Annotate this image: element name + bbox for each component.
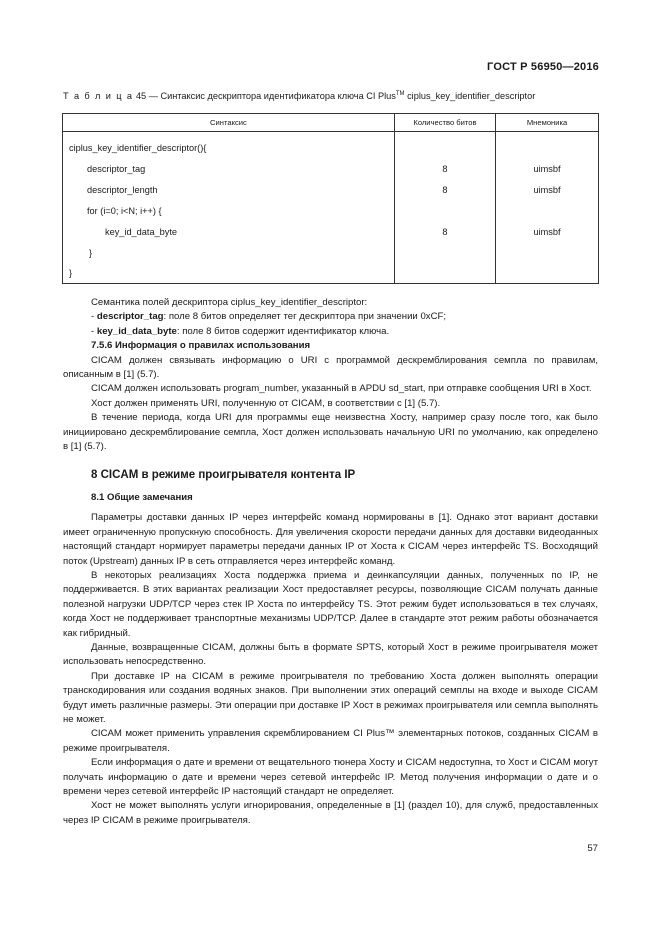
bits-cell <box>394 263 495 284</box>
mnemonic-cell: uimsbf <box>496 179 599 200</box>
section-heading-7-5-6: 7.5.6 Информация о правилах использования <box>91 340 311 352</box>
table-row <box>63 221 599 242</box>
table-caption-text: — Синтаксис дескриптора идентификатора ключа CI Plus <box>146 91 396 101</box>
paragraph: В течение периода, когда URI для программы еще неизвестна Хосту, например сразу после того, как было инициировано дескремблирование семпла, Хост должен использовать начальную URI по умолчанию, как определено в [1] (5.7). <box>63 412 598 453</box>
mnemonic-cell <box>496 132 599 159</box>
table-row <box>63 242 599 263</box>
paragraph: В некоторых реализациях Хоста поддержка приема и деинкапсуляции данных, полученных по IP, не поддерживается. В этих вариантах реализации Хост предоставляет ресурсы, позволяющие CICAM получать данные полезной нагрузки UDP/TCP через стек IP Хоста по интерфейсу TS. Этот режим будет использоваться в тех случаях, когда Хост не поддерживает транспортные механизмы UDP/TCP. Далее в стандарте этот режим работы обозначается как гибридный. <box>63 569 598 639</box>
field-term: key_id_data_byte <box>96 325 177 337</box>
table-row <box>63 263 599 284</box>
bits-cell: 8 <box>394 179 495 200</box>
syntax-cell: descriptor_tag <box>63 158 395 179</box>
bits-cell <box>394 132 495 159</box>
bits-cell <box>394 200 495 221</box>
table-row <box>63 132 599 159</box>
paragraph: Данные, возвращенные CICAM, должны быть в формате SPTS, который Хост в режиме проигрывателя может использовать непосредственно. <box>63 641 598 668</box>
syntax-cell: } <box>63 263 395 284</box>
semantics-item <box>63 310 598 324</box>
page-number: 57 <box>587 843 598 854</box>
table-caption-prefix: Т а б л и ц а <box>63 91 134 101</box>
paragraph: CICAM должен связывать информацию о URI с программой дескремблирования семпла по правилам, описанным в [1] (5.7). <box>63 354 598 381</box>
document-body <box>63 296 598 828</box>
table-caption <box>63 91 603 101</box>
item-dash: - <box>91 311 97 323</box>
bits-cell: 8 <box>394 221 495 242</box>
bits-cell <box>394 242 495 263</box>
section-heading-8: 8 CICAM в режиме проигрывателя контента IP <box>91 469 356 482</box>
section-heading-8-1: 8.1 Общие замечания <box>91 491 193 503</box>
syntax-cell: for (i=0; i<N; i++) { <box>63 200 395 221</box>
column-header-syntax: Синтаксис <box>63 114 395 132</box>
column-header-bits: Количество битов <box>394 114 495 132</box>
paragraph: Хост должен применять URI, полученную от CICAM, в соответствии с [1] (5.7). <box>91 397 441 409</box>
mnemonic-cell <box>496 200 599 221</box>
mnemonic-cell <box>496 263 599 284</box>
syntax-cell: ciplus_key_identifier_descriptor(){ <box>63 132 395 159</box>
field-term: descriptor_tag <box>96 311 164 323</box>
syntax-table <box>62 113 599 284</box>
paragraph: Если информация о дате и времени от вещательного тюнера Хосту и CICAM недоступна, то Хост и CICAM могут получать информацию о дате и времени через сетевой интерфейс IP. Метод получения информации о дате и о времени через сетевой интерфейс IP настоящий стандарт не определяет. <box>63 757 598 797</box>
bits-cell: 8 <box>394 158 495 179</box>
semantics-intro: Семантика полей дескриптора ciplus_key_identifier_descriptor: <box>91 297 368 308</box>
table-caption-name: ciplus_key_identifier_descriptor <box>404 91 536 101</box>
trademark-mark: TM <box>395 91 405 97</box>
paragraph: При доставке IP на CICAM в режиме проигрывателя по требованию Хоста должен выполнять операции транскодирования или создания водяных знаков. При выполнении этих операций семплы на входе и выходе CICAM будут иметь различные размеры. Эти операции при доставке IP Хост в режимах проигрывателя или семпла выполнять не может. <box>63 670 598 725</box>
mnemonic-cell: uimsbf <box>496 158 599 179</box>
semantics-item <box>63 325 598 339</box>
paragraph: Хост не может выполнять услуги игнорирования, определенные в [1] (раздел 10), для служб, предоставленных через IP CICAM в режиме проигрывателя. <box>63 800 598 826</box>
standard-designation: ГОСТ Р 56950—2016 <box>487 61 599 73</box>
table-caption-number: 45 <box>135 91 147 101</box>
column-header-mnemonic: Мнемоника <box>496 114 599 132</box>
field-description: : поле 8 битов определяет тег дескриптора при значении 0xCF; <box>163 311 447 323</box>
mnemonic-cell <box>496 242 599 263</box>
item-dash: - <box>91 325 97 337</box>
paragraph: Параметры доставки данных IP через интерфейс команд нормированы в [1]. Однако этот вариант доставки имеет ограниченную пропускную способность. Для увеличения скорости передачи данных для доставки видеоданных настоящий стандарт нормирует параметры передачи данных IP от Хоста к CICAM через интерфейс TS. Восходящий поток (Upstream) данных IP в сеть отправляется через интерфейс команд. <box>63 512 598 567</box>
syntax-cell: } <box>63 242 395 263</box>
table-row <box>63 158 599 179</box>
field-description: : поле 8 битов содержит идентификатор ключа. <box>176 325 390 337</box>
paragraph: CICAM должен использовать program_number, указанный в APDU sd_start, при отправке сообщения URI в Хост. <box>91 383 592 395</box>
table-header-row <box>63 114 599 132</box>
table-row <box>63 179 599 200</box>
table-row <box>63 200 599 221</box>
syntax-cell: descriptor_length <box>63 179 395 200</box>
paragraph: CICAM может применить управления скремблированием CI Plus™ элементарных потоков, созданных CICAM в режиме проигрывателя. <box>63 728 598 754</box>
mnemonic-cell: uimsbf <box>496 221 599 242</box>
syntax-cell: key_id_data_byte <box>63 221 395 242</box>
